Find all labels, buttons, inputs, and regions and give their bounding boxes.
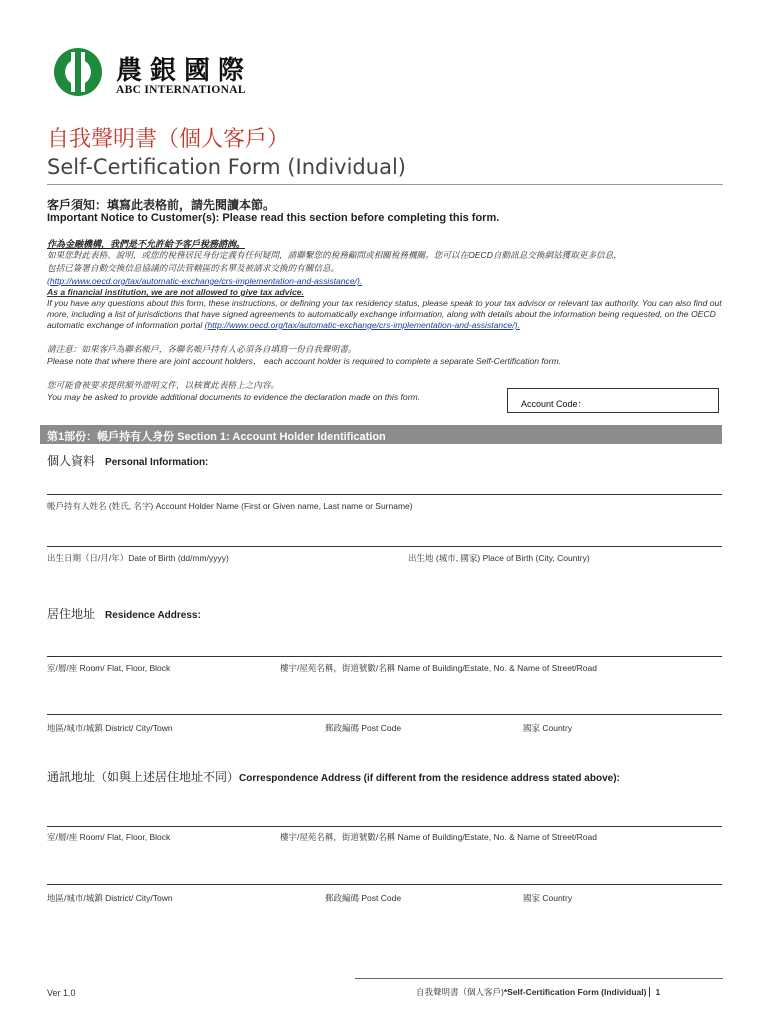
residence-district-postcode-input[interactable] [47,714,722,715]
footer-doc-cn: 自我聲明書（個人客戶) [416,987,504,997]
no-tax-advice-chinese: 作為金融機構，我們是不允許給予客戶稅務諮詢。 [47,239,246,249]
correspondence-building-label: 樓宇/屋苑名稱，街道號數/名稱 Name of Building/Estate, No. & Name of Street/Road [280,832,597,842]
correspondence-address-heading [47,768,620,785]
notice-heading-english: Important Notice to Customer(s): Please read this section before completing this form. [47,212,500,224]
documents-note-english: You may be asked to provide additional documents to evidence the declaration made on this form. [47,392,421,402]
notice-heading-chinese: 客戶須知：填寫此表格前，請先閱讀本節。 [47,198,276,212]
form-title-english: Self-Certification Form (Individual) [47,155,406,179]
notice-body-chinese-2: 包括已簽署自動交換信息協議的司法管轄區的名單及被請求交換的有關信息。 [47,263,340,273]
residence-address-heading [47,605,201,622]
footer-document-info [416,986,660,998]
oecd-link-2[interactable]: (http://www.oecd.org/tax/automatic-exchange/crs-implementation-and-assistance/). [204,320,520,330]
documents-note-chinese: 您可能會被要求提供額外證明文件，以核實此表格上之內容。 [47,380,280,390]
correspondence-room-building-input[interactable] [47,826,722,827]
abc-logo-icon [52,46,104,98]
place-of-birth-label: 出生地 (城市, 國家) Place of Birth (City, Country) [408,553,590,563]
correspondence-postcode-label: 郵政編碼 Post Code [325,893,402,903]
personal-information-cn: 個人資料 [47,454,96,468]
notice-body-english-1: If you have any questions about this form, these instructions, or defining your tax residency status, please speak to your tax advisor or relevant tax authority. You can also find out [47,298,722,308]
section-1-header: 第1部份：帳戶持有人身份 Section 1: Account Holder Identification [40,425,722,444]
personal-information-en: Personal Information: [105,457,209,468]
logo-english-name: ABC INTERNATIONAL [116,84,246,96]
account-code-label: Account Code： [521,399,587,409]
residence-address-cn: 居住地址 [47,607,96,621]
residence-address-en: Residence Address: [105,610,201,621]
notice-body-english-3 [47,320,520,332]
correspondence-address-cn: 通訊地址（如與上述居住地址不同） [47,770,240,784]
residence-building-label: 樓宇/屋苑名稱，街道號數/名稱 Name of Building/Estate, No. & Name of Street/Road [280,663,597,673]
correspondence-district-postcode-input[interactable] [47,884,722,885]
joint-account-note-chinese: 請注意：如果客戶為聯名帳戶，各聯名帳戶持有人必須各自填寫一份自我聲明書。 [47,344,357,354]
notice-body-english-3-text: automatic exchange of information portal [47,320,203,330]
residence-country-label: 國家 Country [523,723,573,733]
oecd-link-1[interactable]: (http://www.oecd.org/tax/automatic-exchange/crs-implementation-and-assistance/). [47,276,363,286]
title-divider [47,184,723,185]
joint-account-note-english: Please note that where there are joint account holders， each account holder is required to complete a separate Self-Certification form. [47,356,561,366]
date-of-birth-label: 出生日期（日/月/年）Date of Birth (dd/mm/yyyy) [47,553,229,563]
correspondence-district-label: 地區/城市/城鎮 District/ City/Town [47,893,173,903]
account-holder-name-label: 帳戶持有人姓名 (姓氏, 名字) Account Holder Name (First or Given name, Last name or Surname) [47,501,413,511]
correspondence-country-label: 國家 Country [523,893,573,903]
residence-room-label: 室/層/座 Room/ Flat, Floor, Block [47,663,171,673]
personal-information-heading [47,452,208,469]
footer-divider [355,978,723,979]
form-title-chinese: 自我聲明書（個人客戶） [47,127,290,152]
correspondence-address-en: Correspondence Address (if different from the residence address stated above): [239,773,620,784]
correspondence-room-label: 室/層/座 Room/ Flat, Floor, Block [47,832,171,842]
residence-room-building-input[interactable] [47,656,722,657]
footer-page-number: 1 [649,987,660,997]
footer-version: Ver 1.0 [47,988,76,998]
date-of-birth-input[interactable] [47,546,722,547]
footer-doc-en: *Self-Certification Form (Individual) [503,987,647,997]
notice-body-chinese-1: 如果您對此表格、說明，或您的稅務居民身份定義有任何疑問，請聯繫您的稅務顧問或相關稅務機關。您可以在OECD自動訊息交換網站獲取更多信息， [47,250,622,260]
logo-chinese-name: 農銀國際 [116,56,253,86]
no-tax-advice-english: As a financial institution, we are not allowed to give tax advice. [47,287,304,297]
residence-district-label: 地區/城市/城鎮 District/ City/Town [47,723,173,733]
account-holder-name-input[interactable] [47,494,722,495]
residence-postcode-label: 郵政編碼 Post Code [325,723,402,733]
notice-body-english-2: more, including a list of jurisdictions that have signed agreements to automatically exchange information, along with details about the information being requested, on the OECD [47,309,716,319]
account-code-field[interactable] [507,388,719,413]
